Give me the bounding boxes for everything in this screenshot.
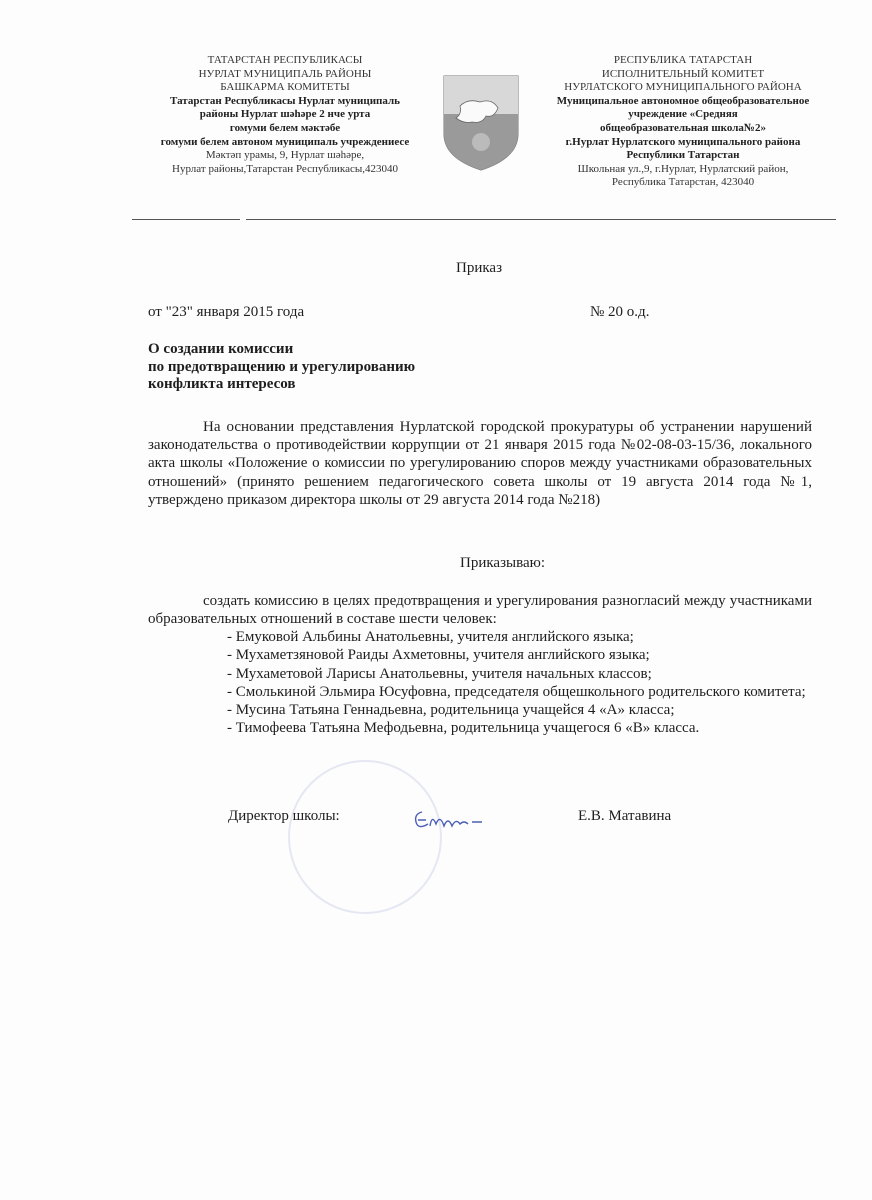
signer-name: Е.В. Матавина: [578, 808, 672, 824]
header-line: районы Нурлат шәһәре 2 нче урта: [199, 108, 371, 121]
subject-line: по предотвращению и урегулированию: [148, 358, 416, 375]
header-line: БАШКАРМА КОМИТЕТЫ: [220, 81, 350, 94]
header-address: Нурлат районы,Татарстан Республикасы,423040: [172, 162, 398, 175]
list-item: - Смолькиной Эльмира Юсуфовна, председателя общешкольного родительского комитета;: [227, 683, 806, 700]
preamble-paragraph: На основании представления Нурлатской городской прокуратуры об устранении нарушений законодательства о противодействии коррупции от 21 января 2015 года №02-08-03-15/36, локального акта школы «Положение о комиссии по урегулированию споров между участниками образовательных отношений» (принято решением педагогического совета школы от 19 августа 2014 года №1, утверждено приказом директора школы от 29 августа 2014 года №218): [148, 419, 812, 508]
header-line: Татарстан Республикасы Нурлат муниципаль: [170, 94, 400, 107]
header-line: гомуми белем автоном муниципаль учреждениесе: [160, 135, 410, 148]
list-item: - Тимофеева Татьяна Мефодьевна, родительница учащегося 6 «В» класса.: [227, 720, 700, 737]
stamp-mark: [288, 760, 442, 914]
header-line: ТАТАРСТАН РЕСПУБЛИКАСЫ: [207, 54, 363, 66]
order-word: Приказываю:: [460, 555, 545, 571]
coat-of-arms-icon: [442, 72, 520, 172]
signer-title: Директор школы:: [228, 808, 340, 824]
header-line: гомуми белем мәктәбе: [229, 121, 341, 134]
header-line: Муниципальное автономное общеобразовательное: [556, 94, 810, 107]
members-list: [227, 628, 817, 738]
header-divider: [246, 219, 836, 220]
document-type: Приказ: [456, 260, 503, 276]
list-item: - Мухаметзяновой Раиды Ахметовны, учителя английского языка;: [227, 647, 650, 664]
document-date: от "23" января 2015 года: [148, 304, 305, 320]
header-line: общеобразовательная школа№2»: [600, 121, 766, 134]
header-right: [528, 54, 838, 190]
signature-icon: [410, 806, 490, 834]
header-line: Республики Татарстан: [626, 149, 740, 162]
list-item: - Емуковой Альбины Анатольевны, учителя английского языка;: [227, 629, 634, 645]
header-line: НУРЛАТСКОГО МУНИЦИПАЛЬНОГО РАЙОНА: [564, 81, 802, 94]
subject-line: О создании комиссии: [148, 341, 294, 357]
header-line: г.Нурлат Нурлатского муниципального района: [565, 135, 801, 148]
list-item: - Мусина Татьяна Геннадьевна, родительница учащейся 4 «А» класса;: [227, 702, 675, 719]
header-line: НУРЛАТ МУНИЦИПАЛЬ РАЙОНЫ: [198, 67, 372, 80]
header-address: Школьная ул.,9, г.Нурлат, Нурлатский район,: [577, 162, 789, 175]
header-line: ИСПОЛНИТЕЛЬНЫЙ КОМИТЕТ: [601, 67, 765, 80]
header-divider: [132, 219, 240, 220]
header-left: [140, 54, 430, 176]
order-text: создать комиссию в целях предотвращения и урегулирования разногласий между участниками образовательных отношений в составе шести человек:: [148, 593, 812, 628]
subject-line: конфликта интересов: [148, 376, 296, 392]
header-line: РЕСПУБЛИКА ТАТАРСТАН: [613, 54, 753, 66]
document-number: № 20 о.д.: [590, 304, 650, 320]
document-subject: [148, 341, 415, 394]
header-line: учреждение «Средняя: [628, 108, 738, 121]
list-item: - Мухаметовой Ларисы Анатольевны, учителя начальных классов;: [227, 665, 652, 682]
header-address: Республика Татарстан, 423040: [611, 176, 755, 189]
header-address: Мәктәп урамы, 9, Нурлат шәһәре,: [205, 149, 365, 162]
